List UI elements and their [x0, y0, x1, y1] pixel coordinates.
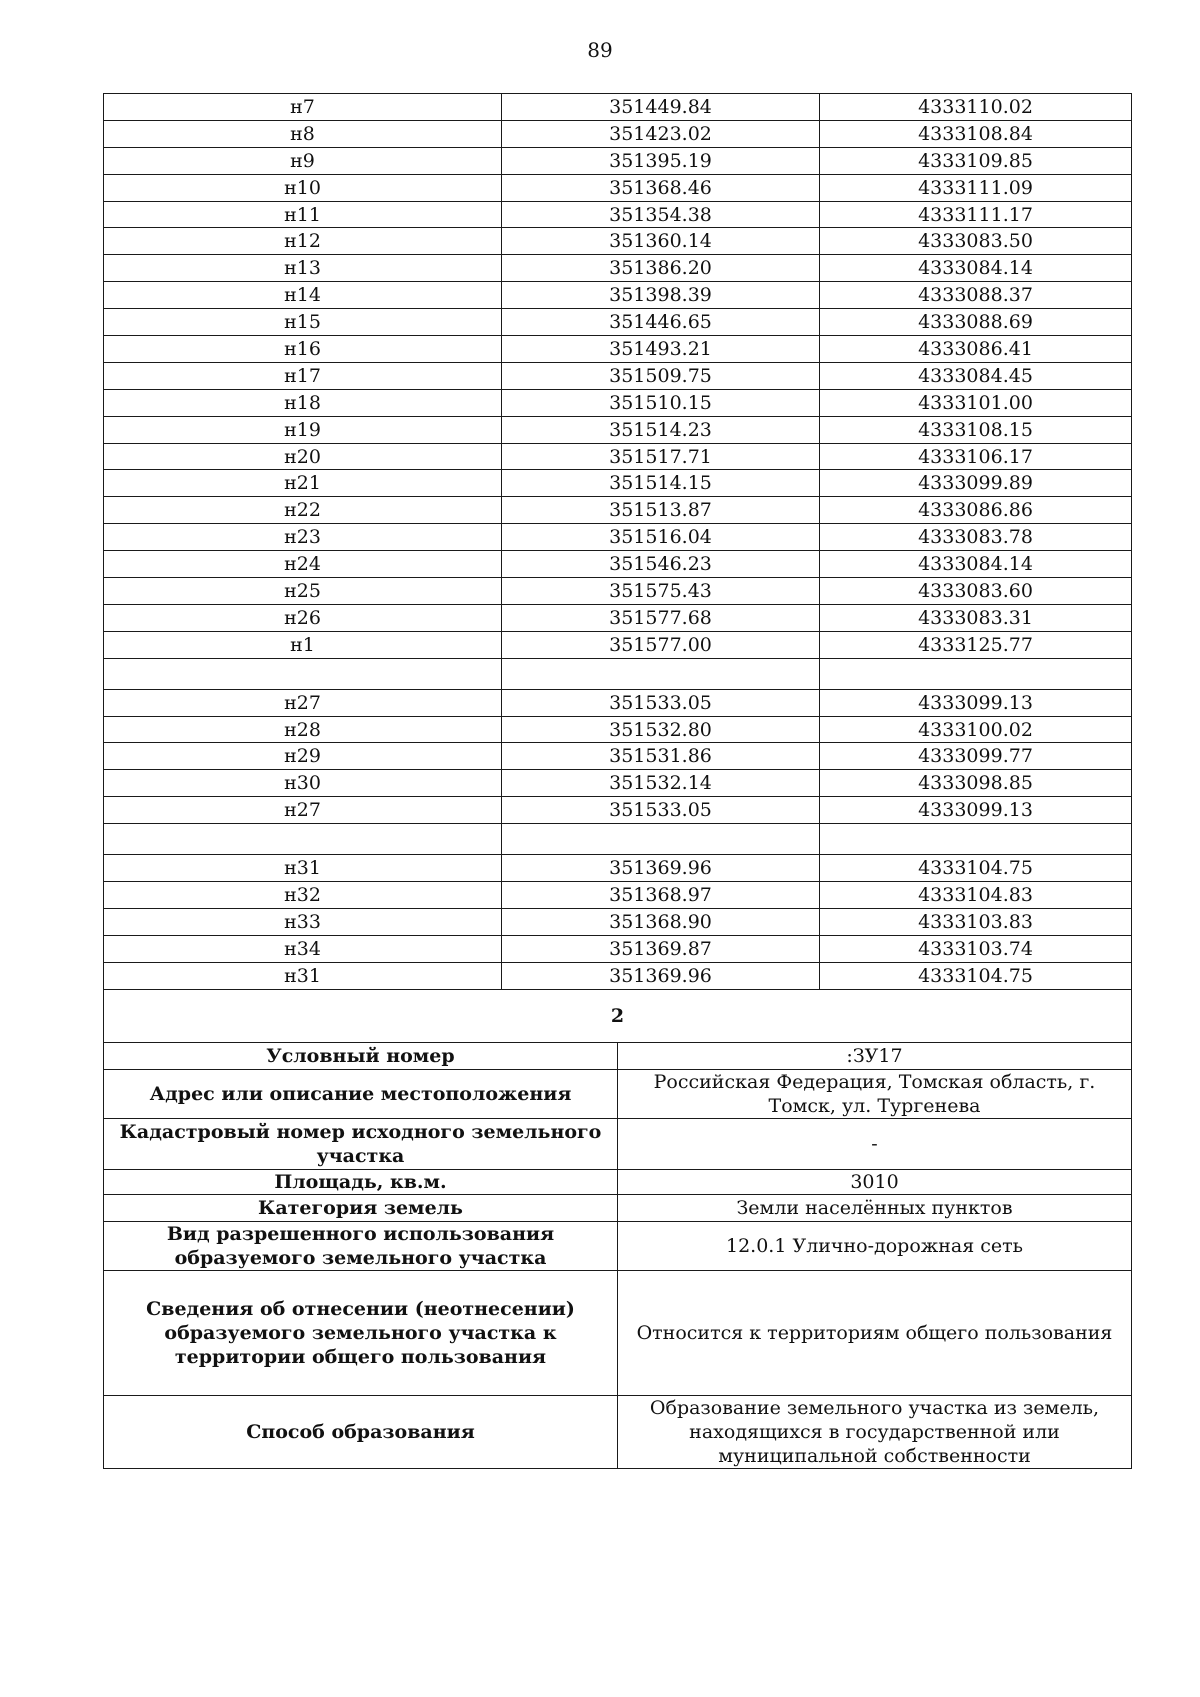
y-coordinate-cell: 4333084.45 [820, 362, 1132, 389]
coordinates-table [103, 93, 1132, 990]
coordinate-row [104, 201, 1132, 228]
point-name-cell: н17 [104, 362, 502, 389]
coordinate-row [104, 551, 1132, 578]
coordinate-row [104, 962, 1132, 989]
document-sheet [103, 93, 1132, 1469]
y-coordinate-cell: 4333110.02 [820, 94, 1132, 121]
coordinate-row [104, 578, 1132, 605]
info-row [104, 1118, 1132, 1169]
point-name-cell: н11 [104, 201, 502, 228]
coordinate-row [104, 443, 1132, 470]
info-value: Относится к территориям общего пользования [618, 1270, 1132, 1395]
point-name-cell [104, 824, 502, 855]
point-name-cell: н19 [104, 416, 502, 443]
point-name-cell: н20 [104, 443, 502, 470]
coordinate-row [104, 689, 1132, 716]
info-label: Условный номер [104, 1042, 618, 1069]
y-coordinate-cell: 4333083.60 [820, 578, 1132, 605]
y-coordinate-cell: 4333109.85 [820, 147, 1132, 174]
y-coordinate-cell: 4333083.78 [820, 524, 1132, 551]
y-coordinate-cell: 4333111.17 [820, 201, 1132, 228]
coordinate-gap-row [104, 824, 1132, 855]
point-name-cell: н12 [104, 228, 502, 255]
coordinate-row [104, 604, 1132, 631]
x-coordinate-cell: 351398.39 [502, 282, 820, 309]
point-name-cell: н28 [104, 716, 502, 743]
info-value: - [618, 1118, 1132, 1169]
info-row [104, 1169, 1132, 1194]
y-coordinate-cell: 4333100.02 [820, 716, 1132, 743]
point-name-cell: н29 [104, 743, 502, 770]
x-coordinate-cell: 351514.23 [502, 416, 820, 443]
x-coordinate-cell: 351368.90 [502, 908, 820, 935]
x-coordinate-cell: 351533.05 [502, 689, 820, 716]
x-coordinate-cell: 351369.87 [502, 935, 820, 962]
point-name-cell: н33 [104, 908, 502, 935]
y-coordinate-cell: 4333088.37 [820, 282, 1132, 309]
x-coordinate-cell: 351516.04 [502, 524, 820, 551]
land-plot-info-table [103, 989, 1132, 1469]
y-coordinate-cell: 4333086.41 [820, 336, 1132, 363]
x-coordinate-cell [502, 824, 820, 855]
info-row [104, 1194, 1132, 1221]
y-coordinate-cell: 4333086.86 [820, 497, 1132, 524]
x-coordinate-cell: 351510.15 [502, 389, 820, 416]
y-coordinate-cell: 4333106.17 [820, 443, 1132, 470]
x-coordinate-cell: 351513.87 [502, 497, 820, 524]
info-label: Площадь, кв.м. [104, 1169, 618, 1194]
y-coordinate-cell [820, 658, 1132, 689]
y-coordinate-cell [820, 824, 1132, 855]
x-coordinate-cell: 351354.38 [502, 201, 820, 228]
point-name-cell: н18 [104, 389, 502, 416]
y-coordinate-cell: 4333108.84 [820, 120, 1132, 147]
coordinate-row [104, 524, 1132, 551]
coordinate-row [104, 147, 1132, 174]
coordinate-row [104, 631, 1132, 658]
x-coordinate-cell: 351446.65 [502, 309, 820, 336]
info-label: Сведения об отнесении (неотнесении) образуемого земельного участка к территории общего пользования [104, 1270, 618, 1395]
x-coordinate-cell: 351509.75 [502, 362, 820, 389]
coordinate-row [104, 935, 1132, 962]
y-coordinate-cell: 4333098.85 [820, 770, 1132, 797]
info-label: Категория земель [104, 1194, 618, 1221]
x-coordinate-cell: 351575.43 [502, 578, 820, 605]
x-coordinate-cell: 351449.84 [502, 94, 820, 121]
point-name-cell: н21 [104, 470, 502, 497]
coordinate-row [104, 282, 1132, 309]
y-coordinate-cell: 4333084.14 [820, 255, 1132, 282]
coordinate-row [104, 362, 1132, 389]
x-coordinate-cell: 351369.96 [502, 855, 820, 882]
coordinate-row [104, 389, 1132, 416]
info-row [104, 1270, 1132, 1395]
y-coordinate-cell: 4333099.13 [820, 689, 1132, 716]
info-value: :ЗУ17 [618, 1042, 1132, 1069]
point-name-cell: н31 [104, 962, 502, 989]
point-name-cell: н15 [104, 309, 502, 336]
x-coordinate-cell: 351368.46 [502, 174, 820, 201]
point-name-cell: н27 [104, 797, 502, 824]
coordinate-row [104, 797, 1132, 824]
y-coordinate-cell: 4333084.14 [820, 551, 1132, 578]
x-coordinate-cell: 351546.23 [502, 551, 820, 578]
x-coordinate-cell: 351517.71 [502, 443, 820, 470]
y-coordinate-cell: 4333099.89 [820, 470, 1132, 497]
point-name-cell [104, 658, 502, 689]
coordinate-row [104, 174, 1132, 201]
coordinate-row [104, 882, 1132, 909]
y-coordinate-cell: 4333103.83 [820, 908, 1132, 935]
coordinate-row [104, 416, 1132, 443]
y-coordinate-cell: 4333099.13 [820, 797, 1132, 824]
section-number: 2 [104, 989, 1132, 1042]
point-name-cell: н30 [104, 770, 502, 797]
x-coordinate-cell [502, 658, 820, 689]
coordinate-row [104, 228, 1132, 255]
coordinate-row [104, 908, 1132, 935]
coordinate-row [104, 716, 1132, 743]
x-coordinate-cell: 351423.02 [502, 120, 820, 147]
point-name-cell: н27 [104, 689, 502, 716]
point-name-cell: н1 [104, 631, 502, 658]
info-value: 12.0.1 Улично-дорожная сеть [618, 1221, 1132, 1270]
point-name-cell: н34 [104, 935, 502, 962]
coordinate-row [104, 497, 1132, 524]
x-coordinate-cell: 351532.80 [502, 716, 820, 743]
x-coordinate-cell: 351533.05 [502, 797, 820, 824]
coordinate-row [104, 120, 1132, 147]
y-coordinate-cell: 4333083.31 [820, 604, 1132, 631]
info-value: 3010 [618, 1169, 1132, 1194]
section-number-row [104, 989, 1132, 1042]
point-name-cell: н32 [104, 882, 502, 909]
y-coordinate-cell: 4333103.74 [820, 935, 1132, 962]
coordinate-row [104, 309, 1132, 336]
info-label: Кадастровый номер исходного земельного участка [104, 1118, 618, 1169]
coordinate-row [104, 770, 1132, 797]
coordinate-row [104, 855, 1132, 882]
x-coordinate-cell: 351532.14 [502, 770, 820, 797]
y-coordinate-cell: 4333088.69 [820, 309, 1132, 336]
info-value: Образование земельного участка из земель, находящихся в государственной или муниципальной собственности [618, 1395, 1132, 1468]
info-label: Способ образования [104, 1395, 618, 1468]
x-coordinate-cell: 351531.86 [502, 743, 820, 770]
info-row [104, 1042, 1132, 1069]
y-coordinate-cell: 4333104.75 [820, 855, 1132, 882]
point-name-cell: н23 [104, 524, 502, 551]
coordinate-row [104, 336, 1132, 363]
point-name-cell: н9 [104, 147, 502, 174]
x-coordinate-cell: 351493.21 [502, 336, 820, 363]
info-row [104, 1395, 1132, 1468]
x-coordinate-cell: 351386.20 [502, 255, 820, 282]
coordinate-row [104, 255, 1132, 282]
y-coordinate-cell: 4333104.83 [820, 882, 1132, 909]
point-name-cell: н14 [104, 282, 502, 309]
point-name-cell: н16 [104, 336, 502, 363]
x-coordinate-cell: 351577.00 [502, 631, 820, 658]
info-row [104, 1069, 1132, 1118]
y-coordinate-cell: 4333104.75 [820, 962, 1132, 989]
x-coordinate-cell: 351395.19 [502, 147, 820, 174]
coordinate-row [104, 470, 1132, 497]
y-coordinate-cell: 4333108.15 [820, 416, 1132, 443]
page-number: 89 [587, 38, 613, 62]
coordinate-row [104, 743, 1132, 770]
point-name-cell: н8 [104, 120, 502, 147]
point-name-cell: н26 [104, 604, 502, 631]
point-name-cell: н22 [104, 497, 502, 524]
point-name-cell: н13 [104, 255, 502, 282]
point-name-cell: н7 [104, 94, 502, 121]
y-coordinate-cell: 4333099.77 [820, 743, 1132, 770]
x-coordinate-cell: 351368.97 [502, 882, 820, 909]
y-coordinate-cell: 4333111.09 [820, 174, 1132, 201]
coordinate-row [104, 94, 1132, 121]
x-coordinate-cell: 351360.14 [502, 228, 820, 255]
info-value: Земли населённых пунктов [618, 1194, 1132, 1221]
info-row [104, 1221, 1132, 1270]
y-coordinate-cell: 4333101.00 [820, 389, 1132, 416]
info-label: Вид разрешенного использования образуемого земельного участка [104, 1221, 618, 1270]
x-coordinate-cell: 351369.96 [502, 962, 820, 989]
x-coordinate-cell: 351577.68 [502, 604, 820, 631]
point-name-cell: н10 [104, 174, 502, 201]
y-coordinate-cell: 4333125.77 [820, 631, 1132, 658]
info-label: Адрес или описание местоположения [104, 1069, 618, 1118]
coordinate-gap-row [104, 658, 1132, 689]
point-name-cell: н25 [104, 578, 502, 605]
y-coordinate-cell: 4333083.50 [820, 228, 1132, 255]
x-coordinate-cell: 351514.15 [502, 470, 820, 497]
info-value: Российская Федерация, Томская область, г. Томск, ул. Тургенева [618, 1069, 1132, 1118]
point-name-cell: н24 [104, 551, 502, 578]
point-name-cell: н31 [104, 855, 502, 882]
